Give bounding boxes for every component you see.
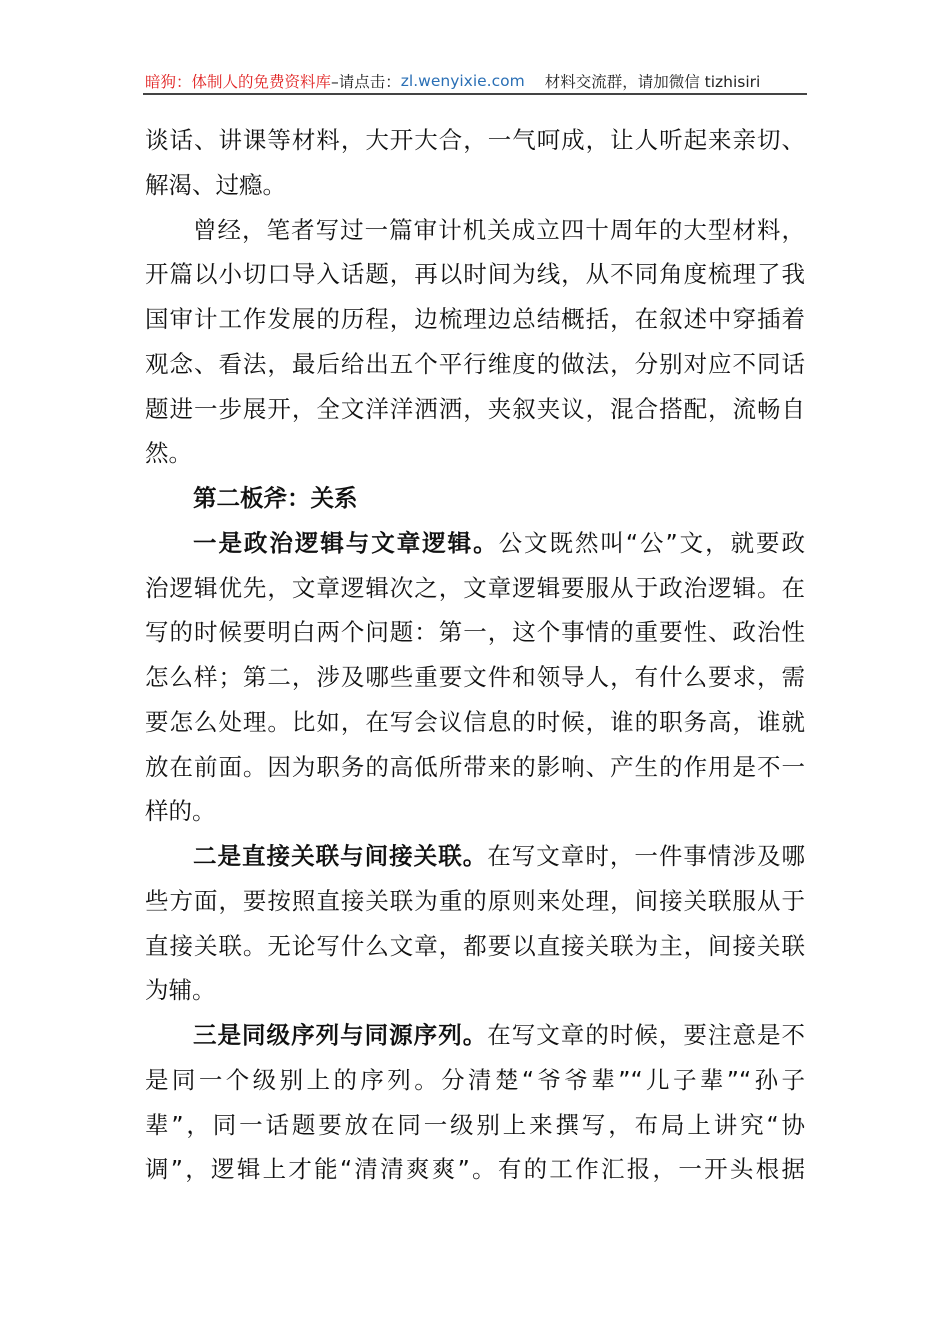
header-contact: 材料交流群，请加微信 tizhisiri xyxy=(544,73,761,91)
line-text: 放在前面。因为职务的高低所带来的影响、产生的作用是不一 xyxy=(145,752,805,781)
line-text: 是同一个级别上的序列。分清楚“爷爷辈”“儿子辈”“孙子 xyxy=(145,1065,805,1094)
text-line xyxy=(145,208,805,253)
text-line xyxy=(145,1013,805,1058)
text-line xyxy=(145,879,805,924)
line-text: 曾经，笔者写过一篇审计机关成立四十周年的大型材料， xyxy=(193,215,805,244)
text-line xyxy=(145,431,805,476)
line-text: 治逻辑优先，文章逻辑次之，文章逻辑要服从于政治逻辑。在 xyxy=(145,573,805,602)
bold-heading: 一是政治逻辑与文章逻辑。 xyxy=(193,528,499,557)
text-line xyxy=(145,1147,805,1192)
line-text: 直接关联。无论写什么文章，都要以直接关联为主，间接关联 xyxy=(145,931,805,960)
line-text: 解渴、过瘾。 xyxy=(145,170,286,199)
text-line xyxy=(145,1058,805,1103)
header-prompt: –请点击： xyxy=(331,73,401,91)
text-line xyxy=(145,968,805,1013)
line-text: 在写文章时，一件事情涉及哪 xyxy=(487,842,805,870)
header-link[interactable]: zl.wenyixie.com xyxy=(400,72,525,90)
line-text: 在写文章的时候，要注意是不 xyxy=(487,1021,805,1049)
text-line xyxy=(145,789,805,834)
text-line xyxy=(145,700,805,745)
line-text: 些方面，要按照直接关联为重的原则来处理，间接关联服从于 xyxy=(145,886,805,915)
line-text: 公文既然叫“公”文，就要政 xyxy=(498,528,805,557)
text-line xyxy=(145,476,805,521)
text-line xyxy=(145,610,805,655)
document-body xyxy=(145,118,805,1192)
line-text: 题进一步展开，全文洋洋洒洒，夹叙夹议，混合搭配，流畅自 xyxy=(145,394,805,423)
page-header xyxy=(145,68,805,94)
line-text: 调”，逻辑上才能“清清爽爽”。有的工作汇报，一开头根据 xyxy=(145,1155,805,1184)
text-line xyxy=(145,655,805,700)
line-text: 观念、看法，最后给出五个平行维度的做法，分别对应不同话 xyxy=(145,349,805,378)
text-line xyxy=(145,118,805,163)
header-divider xyxy=(143,93,807,95)
text-line xyxy=(145,521,805,566)
header-brand: 暗狗：体制人的免费资料库 xyxy=(145,73,332,91)
text-line xyxy=(145,745,805,790)
text-line xyxy=(145,834,805,879)
text-line xyxy=(145,163,805,208)
line-text: 辈”，同一话题要放在同一级别上来撰写，布局上讲究“协 xyxy=(145,1110,805,1139)
line-text: 为辅。 xyxy=(145,976,216,1005)
text-line xyxy=(145,252,805,297)
bold-heading: 第二板斧：关系 xyxy=(193,484,358,512)
text-line xyxy=(145,924,805,969)
line-text: 然。 xyxy=(145,439,192,468)
bold-heading: 三是同级序列与同源序列。 xyxy=(193,1021,488,1049)
bold-heading: 二是直接关联与间接关联。 xyxy=(193,842,488,870)
line-text: 开篇以小切口导入话题，再以时间为线，从不同角度梳理了我 xyxy=(145,260,805,289)
text-line xyxy=(145,297,805,342)
line-text: 国审计工作发展的历程，边梳理边总结概括，在叙述中穿插着 xyxy=(145,305,805,333)
line-text: 怎么样；第二，涉及哪些重要文件和领导人，有什么要求，需 xyxy=(145,663,805,691)
text-line xyxy=(145,387,805,432)
line-text: 样的。 xyxy=(145,797,216,826)
text-line xyxy=(145,566,805,611)
line-text: 要怎么处理。比如，在写会议信息的时候，谁的职务高，谁就 xyxy=(145,707,805,736)
line-text: 谈话、讲课等材料，大开大合，一气呵成，让人听起来亲切、 xyxy=(145,126,805,154)
text-line xyxy=(145,342,805,387)
text-line xyxy=(145,1103,805,1148)
line-text: 写的时候要明白两个问题：第一，这个事情的重要性、政治性 xyxy=(145,618,805,647)
